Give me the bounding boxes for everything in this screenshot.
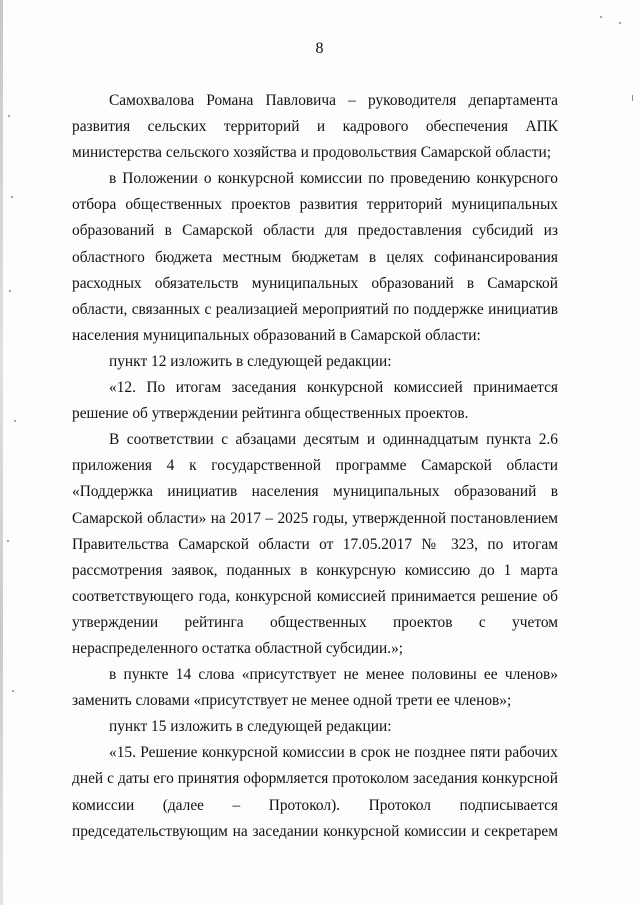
paragraph-program-reference: В соответствии с абзацами десятым и одиннадцатым пункта 2.6 приложения 4 к государственной программе Самарской области «Поддержка инициатив населения муниципальных образований в Самарской области» на 2017 – 2025 годы, утвержденной постановлением Правительства Самарской области от 17.05.2017 № 323, по итогам рассмотрения заявок, поданных в конкурсную комиссию до 1 марта соответствующего года, конкурсной комиссией принимается решение об утверждении рейтинга общественных проектов с учетом нераспределенного остатка областной субсидии.»; xyxy=(72,431,558,657)
scan-edge-shadow xyxy=(0,0,3,905)
paragraph-regulation-intro: в Положении о конкурсной комиссии по проведению конкурсного отбора общественных проектов развития территорий муниципальных образований в Самарской области для предоставления субсидий из областного бюджета местным бюджетам в целях софинансирования расходных обязательств муниципальных образований в Самарской области, связанных с реализацией мероприятий по поддержке инициатив населения муниципальных образований в Самарской области: xyxy=(72,170,558,344)
scan-speck xyxy=(632,95,633,101)
paragraph-clause-15-intro: пункт 15 изложить в следующей редакции: xyxy=(109,718,392,736)
paragraph-clause-12-text: «12. По итогам заседания конкурсной комиссией принимается решение об утверждении рейтинга общественных проектов. xyxy=(72,379,558,423)
paragraph-samokhvalov: Самохвалова Романа Павловича – руководителя департамента развития сельских территорий и кадрового обеспечения АПК министерства сельского хозяйства и продовольствия Самарской области; xyxy=(72,92,558,162)
scan-speck xyxy=(7,540,9,542)
paragraph-clause-14: в пункте 14 слова «присутствует не менее половины ее членов» заменить словами «присутствует не менее одной трети ее членов»; xyxy=(72,666,558,710)
document-body xyxy=(72,88,558,845)
scan-speck xyxy=(12,690,14,692)
scan-speck xyxy=(14,420,16,422)
scan-speck xyxy=(8,115,10,117)
paragraph-clause-12-intro: пункт 12 изложить в следующей редакции: xyxy=(109,352,392,370)
scan-speck xyxy=(9,290,11,292)
scan-speck xyxy=(619,22,621,24)
page-number: 8 xyxy=(315,40,324,57)
scan-speck xyxy=(600,16,602,18)
scan-speck xyxy=(11,196,13,198)
paragraph-clause-15-text: «15. Решение конкурсной комиссии в срок не позднее пяти рабочих дней с даты его принятия оформляется протоколом заседания конкурсной комиссии (далее – Протокол). Протокол подписывается председательствующим на заседании конкурсной комиссии и секретарем xyxy=(72,744,558,840)
